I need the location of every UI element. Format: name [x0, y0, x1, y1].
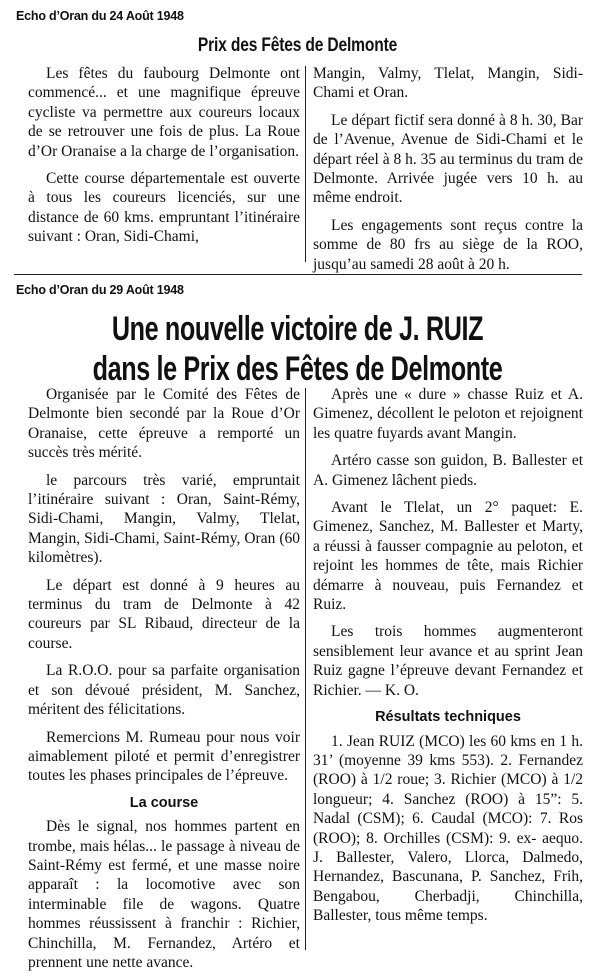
column-divider	[305, 66, 306, 262]
article1-right-paragraph: Mangin, Valmy, Tlelat, Mangin, Sidi-Chami et Oran.	[313, 65, 583, 102]
article2-section-paragraph: Dès le signal, nos hommes partent en trombe, mais hélas... le passage à niveau de Saint-Rémy est fermé, et une masse noire apparaît : la locomotive avec son interminable file de wagons. Quatre hommes réussissent à franchir : Richier, Chinchilla, M. Fernandez, Artéro et prennent une nette avance.	[28, 818, 300, 971]
article1-right-paragraph: Le départ fictif sera donné à 8 h. 30, Bar de l’Avenue, Avenue de Sidi-Chami et le départ réel à 8 h. 35 au terminus du tram de Delmonte. Arrivée jugée vers 10 h. au même endroit.	[313, 111, 583, 207]
column-divider	[305, 388, 306, 950]
article1-left-paragraph: Les fêtes du faubourg Delmonte ont commencé... et une magnifique épreuve cycliste va permettre aux coureurs locaux de se retrouver une fois de plus. La Roue d’Or Oranaise a la charge de l’organisation.	[28, 65, 300, 160]
section-heading: La course	[129, 794, 199, 811]
article2-left-paragraph: le parcours très varié, empruntait l’itinéraire suivant : Oran, Saint-Rémy, Sidi-Chami, Mangin, Valmy, Tlelat, Mangin, Sidi-Chami, Saint-Rémy, Oran (60 kilomètres).	[28, 471, 300, 567]
results-heading: Résultats techniques	[375, 709, 521, 726]
article2-left-paragraph: Organisée par le Comité des Fêtes de Delmonte bien secondé par la Roue d’Or Oranaise, cette épreuve a remporté un succès très mérité.	[28, 386, 300, 462]
article2-headline-line1: Une nouvelle victoire de J. RUIZ	[111, 310, 484, 348]
article1-left-column	[28, 64, 300, 255]
article1-right-paragraph: Les engagements sont reçus contre la somme de 80 frs au siège de la ROO, jusqu’au samedi 28 août à 20 h.	[313, 216, 583, 273]
article2-right-paragraph: Les trois hommes augmenteront sensiblement leur avance et au sprint Jean Ruiz gagne l’épreuve devant Fernandez et Richier. — K. O.	[313, 623, 583, 699]
article1-left-paragraph: Cette course départementale est ouverte à tous les coureurs licenciés, sur une distance de 60 kms. empruntant l’itinéraire suivant : Oran, Sidi-Chami,	[28, 170, 300, 246]
article2-right-column	[313, 385, 583, 934]
article1-title: Prix des Fêtes de Delmonte	[197, 35, 398, 56]
article2-source: Echo d’Oran du 29 Août 1948	[16, 283, 184, 297]
results-text: 1. Jean RUIZ (MCO) les 60 kms en 1 h. 31’ (moyenne 39 kms 553). 2. Fernandez (ROO) à 1/2 roue; 3. Richier (MCO) à 1/2 longueur; 4. Sanchez (ROO) à 15”: 5. Nadal (CSM); 6. Caudal (MCO): 7. Ros (ROO); 8. Orchilles (CSM): 9. ex- aequo. J. Ballester, Valero, Llorca, Dalmedo, Hernandez, Bascunana, P. Sanchez, Frih, Bengabou, Cherbadji, Chinchilla, Ballester, tous même temps.	[313, 732, 583, 925]
article2-left-paragraph: La R.O.O. pour sa parfaite organisation et son dévoué président, M. Sanchez, méritent des félicitations.	[28, 662, 300, 719]
article-separator	[14, 274, 582, 275]
article2-left-paragraph: Remercions M. Rumeau pour nous voir aimablement piloté et permit d’enregistrer toutes les phases principales de l’épreuve.	[28, 728, 300, 785]
article2-headline	[0, 309, 595, 389]
article2-left-column	[28, 385, 300, 980]
article1-source: Echo d’Oran du 24 Août 1948	[16, 9, 184, 23]
article2-left-paragraph: Le départ est donné à 9 heures au terminus du tram de Delmonte à 42 coureurs par SL Ribaud, directeur de la course.	[28, 576, 300, 652]
article2-headline-line2: dans le Prix des Fêtes de Delmonte	[92, 350, 503, 388]
article2-right-paragraph: Avant le Tlelat, un 2° paquet: E. Gimenez, Sanchez, M. Ballester et Marty, a réussi à fausser compagnie au peloton, et rejoint les hommes de tête, mais Richier démarre à nouveau, puis Fernandez et Ruiz.	[313, 499, 583, 614]
article2-right-paragraph: Après une « dure » chasse Ruiz et A. Gimenez, décollent le peloton et rejoignent les quatre fuyards avant Mangin.	[313, 386, 583, 442]
article1-right-column	[313, 64, 583, 282]
article2-right-paragraph: Artéro casse son guidon, B. Ballester et A. Gimenez lâchent pieds.	[313, 452, 583, 489]
